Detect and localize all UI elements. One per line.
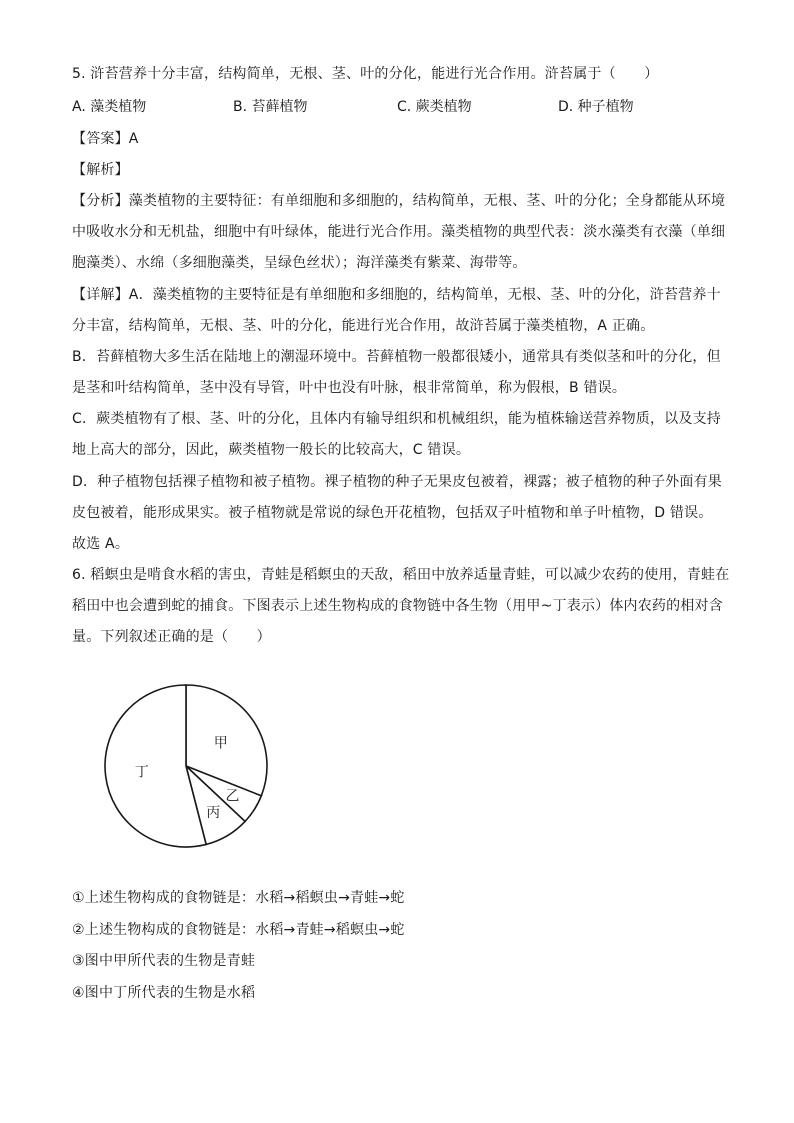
q5-analysis-line: 【详解】A．藻类植物的主要特征是有单细胞和多细胞的，结构简单，无根、茎、叶的分化，浒苔营养十 <box>72 287 721 303</box>
q5-option-d: D. 种子植物 <box>558 99 634 115</box>
q5-option-a: A. 藻类植物 <box>72 99 147 115</box>
q5-analysis-line: B．苔藓植物大多生活在陆地上的潮湿环境中。苔藓植物一般都很矮小，通常具有类似茎和叶的分化，但 <box>72 349 721 365</box>
q5-analysis-heading: 【解析】 <box>72 162 129 178</box>
q6-statement-3: ③图中甲所代表的生物是青蛙 <box>72 953 256 969</box>
q5-analysis-line: D．种子植物包括裸子植物和被子植物。裸子植物的种子无果皮包被着，裸露；被子植物的种子外面有果 <box>72 474 722 490</box>
q5-option-c: C. 蕨类植物 <box>397 99 472 115</box>
q6-stem-line: 稻田中也会遭到蛇的捕食。下图表示上述生物构成的食物链中各生物（用甲~丁表示）体内农药的相对含 <box>72 598 723 614</box>
q5-analysis-line: 分丰富，结构简单，无根、茎、叶的分化，能进行光合作用，故浒苔属于藻类植物，A 正确。 <box>72 318 655 334</box>
q5-analysis-line: 地上高大的部分，因此，蕨类植物一般长的比较高大，C 错误。 <box>72 442 471 458</box>
pesticide-pie-chart <box>100 673 280 869</box>
q6-statement-1: ①上述生物构成的食物链是：水稻→稻螟虫→青蛙→蛇 <box>72 890 405 906</box>
q6-stem-line: 量。下列叙述正确的是（ ） <box>72 629 271 645</box>
q6-statement-2: ②上述生物构成的食物链是：水稻→青蛙→稻螟虫→蛇 <box>72 922 405 938</box>
q5-analysis-line: 故选 A。 <box>72 536 130 552</box>
q6-stem-line: 6. 稻螟虫是啃食水稻的害虫，青蛙是稻螟虫的天敌，稻田中放养适量青蛙，可以减少农药的使用，青蛙在 <box>72 567 730 583</box>
q5-analysis-line: 【分析】藻类植物的主要特征：有单细胞和多细胞的，结构简单，无根、茎、叶的分化；全身都能从环境 <box>72 193 726 209</box>
q5-analysis-line: C．蕨类植物有了根、茎、叶的分化，且体内有输导组织和机械组织，能为植株输送营养物质，以及支持 <box>72 411 721 427</box>
pie-slice-label: 甲 <box>213 735 228 752</box>
q5-analysis-line: 是茎和叶结构简单，茎中没有导管，叶中也没有叶脉，根非常简单，称为假根，B 错误。 <box>72 380 627 396</box>
q5-analysis-line: 皮包被着，能形成果实。被子植物就是常说的绿色开花植物，包括双子叶植物和单子叶植物，D 错误。 <box>72 505 713 521</box>
pie-slice-label: 丁 <box>134 764 149 781</box>
pie-slice-label: 乙 <box>225 788 240 805</box>
q6-statement-4: ④图中丁所代表的生物是水稻 <box>72 985 256 1001</box>
q5-analysis-line: 胞藻类）、水绵（多细胞藻类，呈绿色丝状）；海洋藻类有紫菜、海带等。 <box>72 255 527 271</box>
q5-answer: 【答案】A <box>72 131 139 147</box>
pie-slice-label: 丙 <box>206 805 221 821</box>
q5-option-b: B. 苔藓植物 <box>233 99 308 115</box>
q5-stem: 5. 浒苔营养十分丰富，结构简单，无根、茎、叶的分化，能进行光合作用。浒苔属于（ ） <box>72 66 659 82</box>
q5-analysis-line: 中吸收水分和无机盐，细胞中有叶绿体，能进行光合作用。藻类植物的典型代表：淡水藻类有衣藻（单细 <box>72 224 726 240</box>
pie-slices <box>105 685 267 847</box>
